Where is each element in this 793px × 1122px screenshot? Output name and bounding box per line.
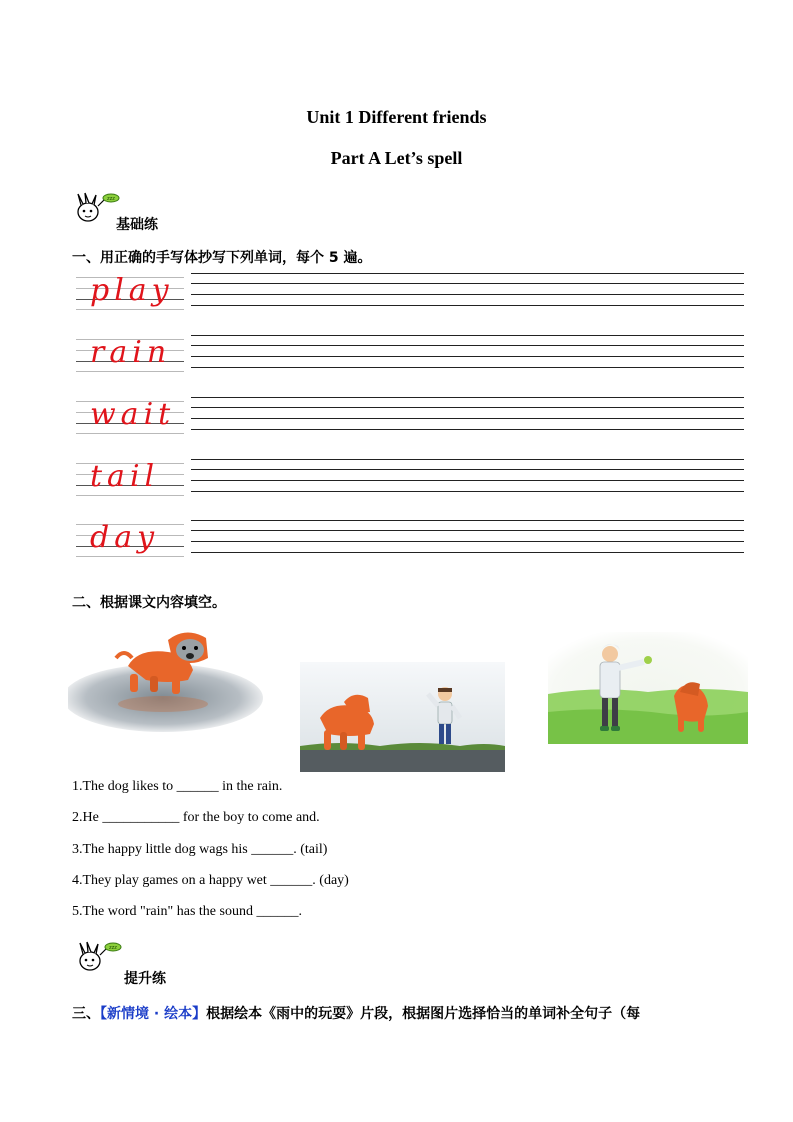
svg-text:zzz: zzz: [107, 196, 115, 202]
handwriting-guide: [76, 518, 184, 558]
section-label-advanced: 提升练: [124, 971, 166, 987]
exercise2-instruction: 二、根据课文内容填空。: [72, 595, 226, 611]
exercise3-text: 根据绘本《雨中的玩耍》片段，根据图片选择恰当的单词补全句子（每: [206, 1006, 641, 1022]
writing-lines[interactable]: [191, 271, 744, 311]
exercise1-instruction: 一、用正确的手写体抄写下列单词，每个 5 遍。: [72, 250, 372, 266]
page-subtitle: Part A Let’s spell: [330, 148, 463, 168]
fill-blank-sentence-3: 3.The happy little dog wags his ______. (tail): [72, 842, 328, 857]
handwriting-guide: [76, 333, 184, 373]
word-row-play: [76, 271, 744, 311]
word-row-rain: [76, 333, 744, 373]
writing-lines[interactable]: [191, 518, 744, 558]
model-word: play: [90, 273, 174, 308]
model-word: day: [90, 520, 160, 555]
dog-puddle-illustration: [68, 618, 268, 738]
fill-blank-sentence-5: 5.The word "rain" has the sound ______.: [72, 904, 302, 919]
model-word: rain: [90, 335, 172, 370]
page-title: Unit 1 Different friends: [306, 107, 487, 127]
dog-boy-rain-illustration: [300, 662, 505, 772]
writing-lines[interactable]: [191, 395, 744, 435]
writing-lines[interactable]: [191, 333, 744, 373]
section-label-basic: 基础练: [116, 217, 158, 233]
fill-blank-sentence-2: 2.He ___________ for the boy to come and.: [72, 810, 320, 825]
handwriting-guide: [76, 395, 184, 435]
word-row-tail: [76, 457, 744, 497]
handwriting-guide: [76, 271, 184, 311]
word-row-wait: [76, 395, 744, 435]
model-word: tail: [90, 459, 160, 494]
rabbit-mascot-icon: [76, 941, 122, 973]
fill-blank-sentence-1: 1.The dog likes to ______ in the rain.: [72, 779, 283, 794]
exercise3-instruction: [72, 1003, 640, 1023]
handwriting-guide: [76, 457, 184, 497]
boy-dog-grass-illustration: [548, 632, 748, 744]
svg-text:zzz: zzz: [109, 945, 117, 951]
exercise3-prefix: 三、: [72, 1006, 100, 1022]
exercise3-tag: 【新情境 · 绘本】: [100, 1006, 207, 1022]
model-word: wait: [90, 397, 176, 432]
rabbit-mascot-icon: [74, 192, 120, 224]
fill-blank-sentence-4: 4.They play games on a happy wet ______. (day): [72, 873, 349, 888]
writing-lines[interactable]: [191, 457, 744, 497]
word-row-day: [76, 518, 744, 558]
